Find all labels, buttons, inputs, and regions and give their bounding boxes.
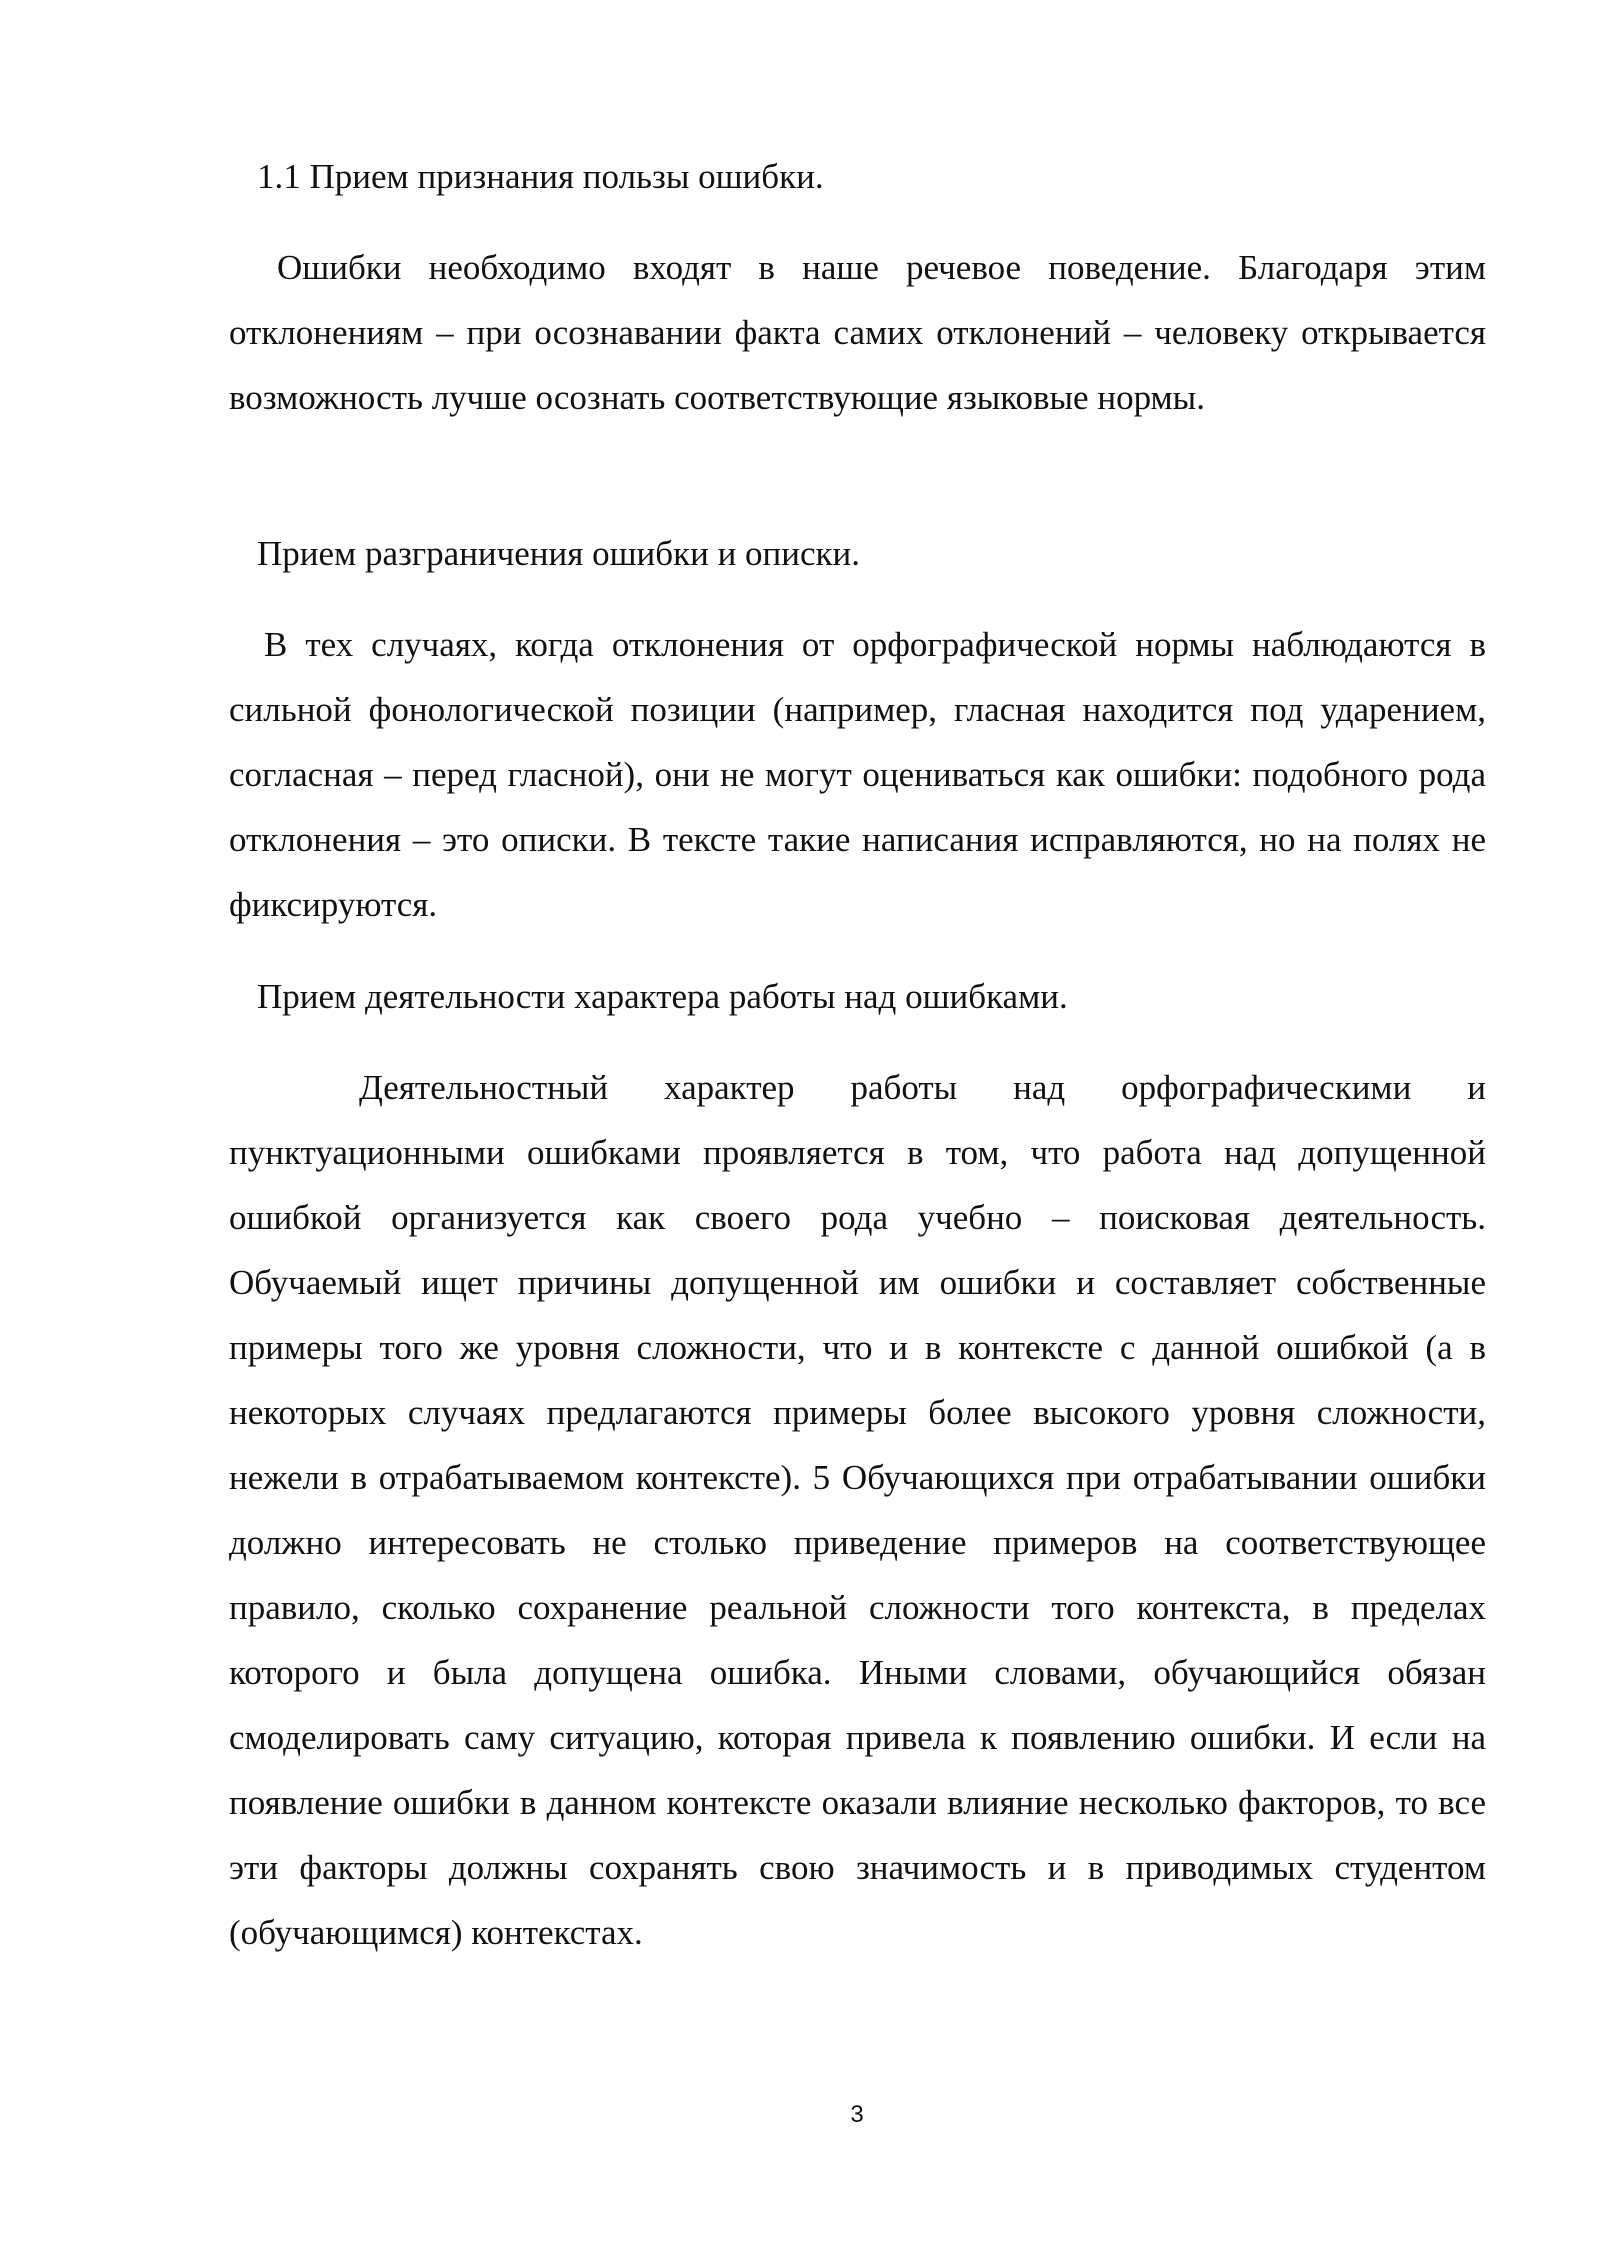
section-heading-3: Прием деятельности характера работы над ошибками. — [257, 977, 1068, 1016]
page-number: 3 — [850, 2101, 864, 2128]
paragraph-3: Деятельностный характер работы над орфографическими и пунктуационными ошибками проявляется в том, что работа над допущенной ошибкой организуется как своего рода учебно – поисковая деятельность. Обучаемый ищет причины допущенной им ошибки и составляет собственные примеры того же уровня сложности, что и в контексте с данной ошибкой (а в некоторых случаях предлагаются примеры более высокого уровня сложности, нежели в отрабатываемом контексте). 5 Обучающихся при отрабатывании ошибки должно интересовать не столько приведение примеров на соответствующее правило, сколько сохранение реальной сложности того контекста, в пределах которого и была допущена ошибка. Иными словами, обучающийся обязан смоделировать саму ситуацию, которая привела к появлению ошибки. И если на появление ошибки в данном контексте оказали влияние несколько факторов, то все эти факторы должны сохранять свою значимость и в приводимых студентом (обучающимся) контекстах. — [229, 1068, 1486, 1952]
section-heading-2: Прием разграничения ошибки и описки. — [257, 534, 861, 573]
paragraph-2: В тех случаях, когда отклонения от орфографической нормы наблюдаются в сильной фонологической позиции (например, гласная находится под ударением, согласная – перед гласной), они не могут оцениваться как ошибки: подобного рода отклонения – это описки. В тексте такие написания исправляются, но на полях не фиксируются. — [229, 625, 1486, 924]
section-heading-1: 1.1 Прием признания пользы ошибки. — [257, 157, 824, 196]
paragraph-1: Ошибки необходимо входят в наше речевое поведение. Благодаря этим отклонениям – при осознавании факта самих отклонений – человеку открывается возможность лучше осознать соответствующие языковые нормы. — [229, 248, 1486, 417]
